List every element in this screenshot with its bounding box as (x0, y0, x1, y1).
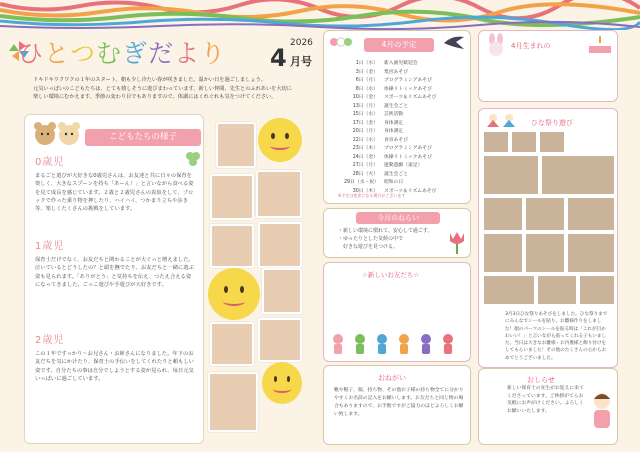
schedule-event: 昭和の日 (384, 180, 404, 185)
goal-item: ・ゆったりとした気候の中で (338, 236, 403, 242)
children-line-illustration (330, 331, 466, 359)
schedule-row (344, 170, 408, 177)
smiley-face-icon (208, 268, 260, 320)
children-section (24, 114, 204, 444)
group-0-section (35, 159, 195, 213)
event-photo (525, 233, 565, 273)
photo (210, 322, 254, 366)
photo (208, 372, 258, 432)
event-photo (483, 155, 539, 195)
request-panel (323, 365, 471, 445)
children-photos (206, 118, 310, 443)
photo (258, 222, 302, 268)
group-2-title: 2歳児 (35, 335, 65, 346)
intro-text (33, 76, 323, 102)
event-photo (511, 131, 537, 153)
photo (210, 174, 254, 220)
issue-year: 2026 (290, 38, 313, 48)
schedule-event: 誕生会ごと (384, 103, 408, 109)
cake-icon (585, 33, 615, 55)
crayon-border-decoration (0, 0, 640, 30)
schedule-row (344, 136, 408, 143)
group-1-section (35, 243, 195, 289)
schedule-date: 8日（水） (355, 86, 378, 92)
event-photo (539, 131, 565, 153)
schedule-date: 29日（水・祝） (344, 180, 379, 185)
group-2-text: この１年ですっかり〜お兄さん・お姉さんになりました。年下のお友だちを気にかけたり、保育士の手伝いをしてくれたりと頼もしい姿です。自分たちの事は自分でしようとする姿が見られ、毎日元気いっぱいに過ごしています。 (35, 351, 194, 382)
dango-icon (330, 35, 352, 49)
schedule-event: プログラミングあそび (384, 78, 432, 83)
group-1-text: 保育士だけでなく、お友だちと関わることが大ぐっと増えました。泣いているとどうしたの？と頭を撫でたり、お友だちと一緒に遊ぶ姿も見られます。「ありがとう」と気持ちを伝え、つたえ合える姿になってきました。ごっこ遊びや手遊びが大好きです。 (35, 257, 194, 288)
goal-item: 好きな遊びを見つける。 (338, 244, 399, 250)
group-1-title: 1歳児 (35, 241, 65, 252)
schedule-date: 15日（水） (352, 112, 378, 117)
schedule-event: 芸術活動 (384, 112, 404, 117)
event-photo (483, 233, 523, 273)
photo (262, 268, 302, 314)
schedule-row (344, 161, 422, 168)
schedule-event: 体操リトミックあそび (384, 154, 432, 160)
issue-month-suffix: 月号 (290, 55, 312, 68)
schedule-date: 22日（水） (352, 137, 378, 143)
monthly-goals-heading: 今月のねらい (356, 212, 440, 224)
schedule-date: 27日（月） (352, 163, 378, 168)
hinamatsuri-heading: ひな祭り遊び (531, 119, 573, 127)
schedule-row (344, 144, 432, 151)
schedule-event: 集団あそび (384, 69, 408, 75)
smiley-face-icon (262, 362, 302, 404)
event-photo (567, 197, 615, 231)
schedule-event: 新入園児歓迎会 (384, 61, 418, 66)
event-photo (541, 155, 615, 195)
intro-line: ドキドキワクワクの１年のスタート。朝も少し冷たい春が咲きました。温かい日を過ごしましょう。 (33, 77, 266, 83)
event-photo (579, 275, 615, 305)
schedule-row (344, 93, 436, 100)
schedule-date: 10日（金） (352, 95, 378, 100)
title-char: つ (70, 39, 97, 68)
schedule-note: ※予定は変更になる場合がございます (338, 193, 406, 198)
tulip-icon (446, 229, 468, 255)
photo (210, 224, 254, 268)
event-photo (483, 131, 509, 153)
title-char: り (200, 39, 227, 68)
request-heading: おねがい (378, 374, 406, 382)
schedule-event: 運動遊戯（遠足） (384, 163, 423, 168)
notice-panel (478, 368, 618, 445)
schedule-date: 20日（月） (352, 129, 378, 134)
schedule-event: 身体測定 (384, 129, 404, 134)
hinamatsuri-panel (478, 108, 618, 368)
bunny-icon (485, 33, 507, 57)
photo (256, 170, 302, 218)
schedule-row (344, 119, 403, 126)
schedule-date: 17日（金） (352, 120, 378, 126)
event-photo (525, 197, 565, 231)
schedule-event: スポーツ＆リズムあそび (384, 188, 437, 194)
photo (216, 122, 256, 168)
group-2-section (35, 337, 195, 383)
schedule-event: スポーツ＆リズムあそび (384, 95, 437, 100)
request-text: 靴や帽子、服、持ち物、その他お子様の持ち物全てに分かりやすくお名前の記入をお願いします。お友だちと同じ物の場合もありますので、お手数ですがご協力のほどよろしくお願い致します。 (334, 388, 464, 417)
schedule-row (344, 76, 432, 83)
schedule-panel (323, 30, 471, 204)
title-char: と (44, 39, 71, 68)
intro-line: 元気いっぱいのこどもたちは、とても嬉しそうに遊びまわっています。新しい仲間、先生とのふれあいを大切に (33, 85, 292, 92)
event-photo (567, 233, 615, 273)
group-0-text: まるごと遊びが大好きな0歳児さんは、お友達と共に日々の保育を楽しく、大きなスプーンを持ち「あーん！」と言いながら食べる姿を見て成長を感じています。２歳と２歳児さんの真似をして、ブロックで作った乗り物を押したり、ハイハイ、つかまり立ちや歩き等、楽しくたくさんの挑戦をしています。 (35, 173, 194, 213)
schedule-heading: 4月の予定 (364, 38, 434, 52)
monthly-goals-panel (323, 208, 471, 258)
group-0-title: 0歳児 (35, 157, 65, 168)
notice-heading: おしらせ (527, 376, 555, 384)
swallow-icon (442, 33, 466, 51)
issue-number (270, 36, 314, 74)
event-photo (537, 275, 577, 305)
schedule-event: 身体測定 (384, 120, 404, 126)
schedule-event: 食育あそび (384, 137, 408, 143)
hinamatsuri-text: 3月3日ひな祭りあそびをしました。ひな祭りまでにみんなでシールを貼り、お雛様作りをしました！顔のパーツのシールを貼る時は「これが目かわいい！」と言いながら張ってくれる子もいました。当日は大きなお雛様・お内裏様と飾り付けをしてもらいました！その他のたくさんの心からおめでとうございました。 (505, 312, 608, 361)
schedule-event: 誕生会ごと (384, 171, 408, 177)
schedule-event: 体操リトミックあそび (384, 86, 432, 92)
schedule-date: 6日（月） (355, 78, 378, 83)
newsletter-title (18, 34, 226, 70)
schedule-row (344, 102, 408, 109)
new-friends-panel (323, 262, 471, 362)
title-char: だ (148, 39, 175, 68)
new-friends-heading: ☆新しいお友だち☆ (362, 271, 420, 279)
issue-month: 4 (270, 44, 287, 72)
birthday-panel (478, 30, 618, 102)
smiley-face-icon (258, 118, 302, 162)
schedule-row (344, 59, 418, 66)
schedule-row (344, 110, 403, 117)
schedule-row (344, 85, 432, 92)
goal-item: ・新しい環境に慣れて、安心して過ごす。 (338, 228, 433, 234)
event-photo (483, 275, 535, 305)
schedule-row (344, 127, 403, 134)
children-section-heading: こどもたちの様子 (85, 129, 201, 146)
schedule-row (344, 178, 403, 185)
schedule-date: 13日（月） (352, 103, 378, 109)
schedule-date: 3日（金） (355, 69, 378, 75)
teacher-icon (589, 391, 615, 431)
bear-icon (31, 119, 83, 149)
title-char: よ (174, 39, 201, 68)
schedule-event: プログラミングあそび (384, 146, 432, 151)
schedule-date: 1日（水） (355, 61, 378, 66)
title-char: ひ (18, 39, 45, 68)
schedule-date: 23日（木） (352, 146, 378, 151)
photo (258, 318, 302, 362)
title-char: む (96, 39, 123, 68)
schedule-date: 28日（火） (352, 171, 378, 177)
intro-line: 楽しい環境にむかえます。季節の変わり目でもありますので、体調にはくれぐれも気をつけてください。 (33, 94, 277, 100)
birthday-heading: 4月生まれの (511, 42, 551, 50)
schedule-row (344, 153, 432, 160)
schedule-date: 30日（木） (352, 188, 378, 194)
event-photo (483, 197, 523, 231)
notice-text: 新しい保育士の先生がお迎えに来てくださっています。ご挨拶がてらお気軽にお声がけください。よろしくお願いいたします。 (507, 386, 584, 414)
schedule-row (344, 68, 408, 75)
title-char: ぎ (122, 39, 149, 68)
hina-doll-icon (485, 113, 525, 127)
schedule-date: 24日（金） (352, 154, 378, 160)
